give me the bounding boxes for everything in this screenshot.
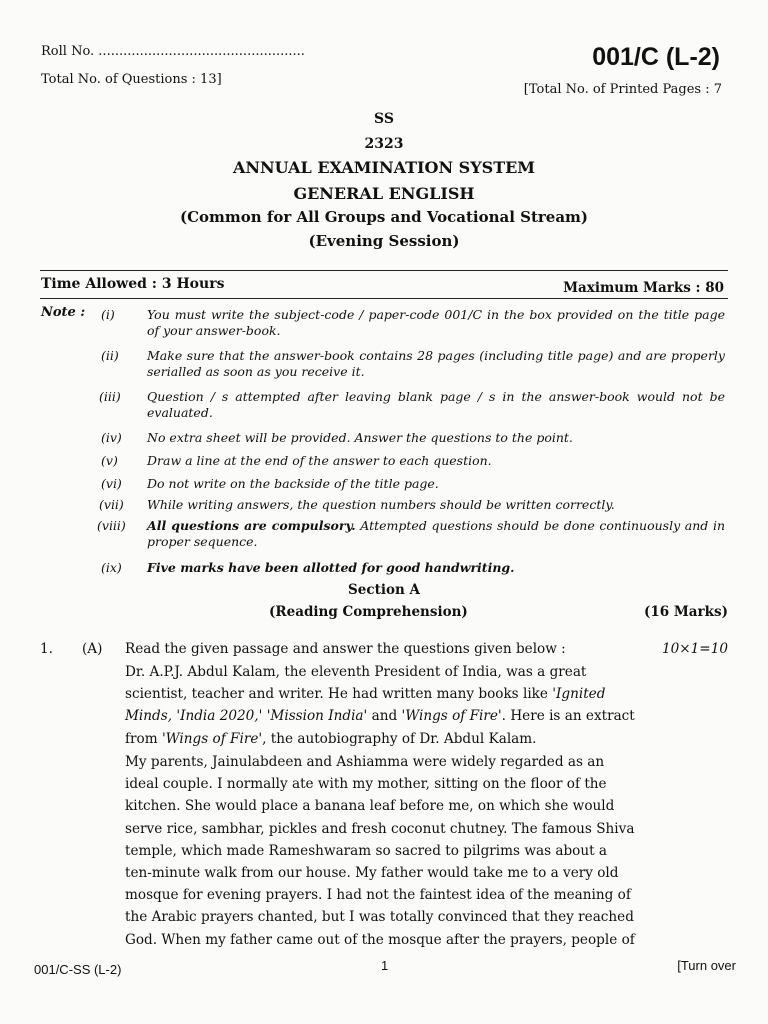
passage-line: the Arabic prayers chanted, but I was totally convinced that they reached (125, 909, 634, 926)
note-number: (ii) (101, 348, 119, 363)
passage-line: Dr. A.P.J. Abdul Kalam, the eleventh President of India, was a great (125, 664, 587, 680)
stream-subtitle: (Common for All Groups and Vocational Stream) (179, 208, 589, 226)
note-text: Draw a line at the end of the answer to each question. (147, 453, 492, 468)
note-text: You must write the subject-code / paper-code 001/C in the box provided on the title page of your answer-book. (147, 307, 725, 338)
note-number: (ix) (101, 560, 122, 575)
time-allowed: Time Allowed : 3 Hours (41, 276, 225, 292)
note-text: Five marks have been allotted for good handwriting. (147, 560, 515, 575)
note-number: (vi) (101, 476, 122, 491)
note-number: (viii) (97, 518, 126, 533)
passage-line: temple, which made Rameshwaram so sacred to pilgrims was about a (125, 842, 608, 859)
subject-title: GENERAL ENGLISH (293, 184, 475, 203)
note-number: (vii) (99, 497, 124, 512)
ss-label: SS (374, 111, 394, 127)
passage-line: Minds, 'India 2020,' 'Mission India' and 'Wings of Fire'. Here is an extract (125, 708, 635, 725)
exam-system-title: ANNUAL EXAMINATION SYSTEM (232, 158, 536, 177)
section-title: Section A (348, 582, 420, 598)
note-number: (v) (101, 453, 118, 468)
section-subtitle: (Reading Comprehension) (269, 604, 468, 620)
note-text: While writing answers, the question numbers should be written correctly. (147, 497, 615, 512)
note-text: Make sure that the answer-book contains 28 pages (including title page) and are properly serialled as soon as you receive it. (147, 348, 725, 379)
passage-line: My parents, Jainulabdeen and Ashiamma were widely regarded as an (125, 754, 605, 770)
roll-number-field: Roll No. .................................................. (41, 44, 305, 59)
printed-pages: [Total No. of Printed Pages : 7 (523, 82, 722, 97)
top-divider (40, 270, 728, 271)
note-number: (iii) (99, 389, 121, 404)
passage-paragraph-2 (125, 751, 725, 951)
passage-paragraph-1 (125, 661, 725, 750)
passage-line: mosque for evening prayers. I had not the faintest idea of the meaning of (125, 887, 631, 904)
passage-line: scientist, teacher and writer. He had written many books like 'Ignited (125, 686, 606, 703)
passage-line: ideal couple. I normally ate with my mother, sitting on the floor of the (125, 776, 607, 793)
note-number: (i) (101, 307, 115, 322)
bottom-divider (40, 298, 728, 299)
page-number: 1 (381, 958, 389, 973)
question-part: (A) (82, 641, 103, 657)
passage-line: kitchen. She would place a banana leaf before me, on which she would (125, 798, 615, 815)
question-number: 1. (40, 641, 53, 657)
paper-code: 001/C (L-2) (592, 43, 720, 71)
note-label: Note : (41, 305, 86, 320)
note-text: All questions are compulsory. Attempted questions should be done continuously and in proper sequence. (147, 518, 725, 549)
turn-over: [Turn over (677, 958, 736, 973)
total-questions: Total No. of Questions : 13] (41, 72, 222, 87)
note-text: Do not write on the backside of the title page. (147, 476, 439, 491)
footer-code: 001/C-SS (L-2) (34, 962, 122, 977)
passage-line: God. When my father came out of the mosque after the prayers, people of (125, 931, 635, 948)
section-marks: (16 Marks) (643, 604, 728, 620)
note-number: (iv) (101, 430, 122, 445)
question-marks: 10×1=10 (661, 641, 728, 657)
session-subtitle: (Evening Session) (308, 232, 460, 250)
note-text: No extra sheet will be provided. Answer the questions to the point. (147, 430, 573, 445)
exam-year: 2323 (364, 136, 404, 152)
note-text: Question / s attempted after leaving blank page / s in the answer-book would not be evaluated. (147, 389, 725, 420)
passage-line: from 'Wings of Fire', the autobiography of Dr. Abdul Kalam. (125, 730, 537, 747)
passage-line: ten-minute walk from our house. My father would take me to a very old (125, 865, 619, 882)
question-instruction: Read the given passage and answer the questions given below : (125, 641, 566, 657)
passage-line: serve rice, sambhar, pickles and fresh coconut chutney. The famous Shiva (125, 820, 635, 837)
maximum-marks: Maximum Marks : 80 (563, 280, 724, 296)
